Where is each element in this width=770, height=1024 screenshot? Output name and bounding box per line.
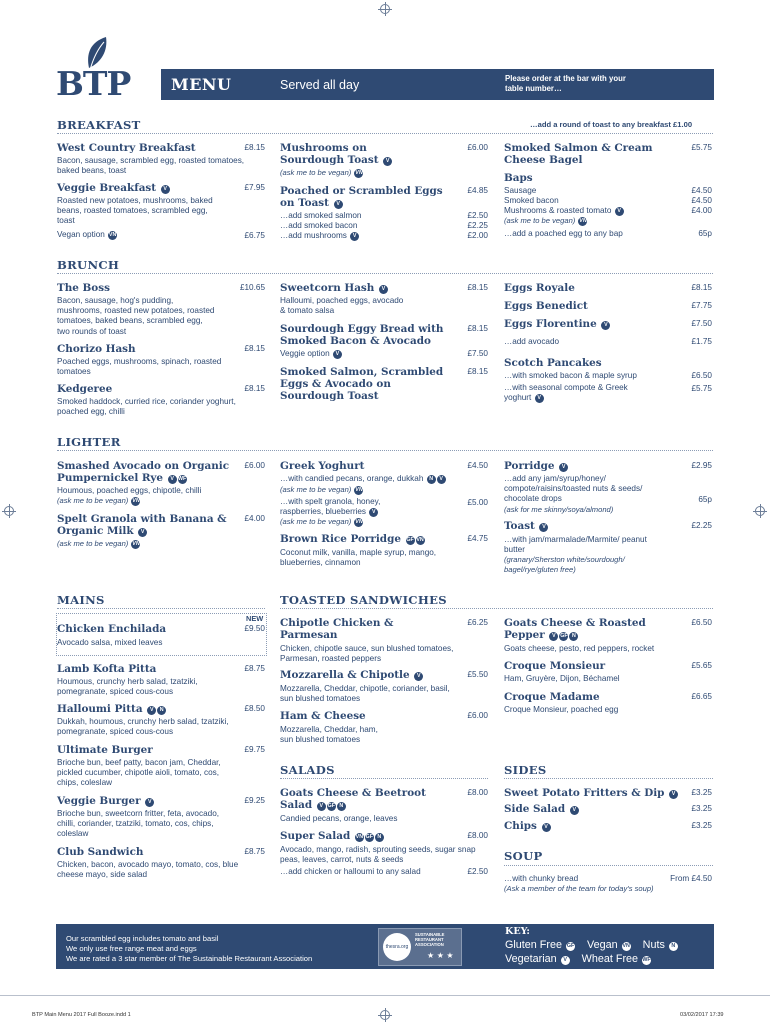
item-price: £8.15 [467, 283, 488, 292]
brunch-heading: BRUNCH [57, 258, 120, 272]
item-name: Ham & Cheese [280, 710, 366, 722]
logo-wordmark: BTP [56, 64, 131, 103]
item-description: Ham, Gruyère, Dijon, Béchamel [504, 674, 620, 683]
item-price: £4.50 [691, 196, 712, 205]
item-price: £4.50 [691, 186, 712, 195]
item-price: £6.65 [691, 692, 712, 701]
nuts-badge-icon: N [427, 475, 436, 484]
vegan-badge-icon: VN [355, 170, 363, 176]
item-description: Smoked haddock, curried rice, coriander yoghurt, poached egg, chilli [57, 397, 236, 417]
item-price: £8.75 [244, 847, 265, 856]
item-price: £8.15 [467, 324, 488, 333]
item-price: £8.15 [244, 143, 265, 152]
item-option: Vegan option VN [57, 230, 117, 239]
vegan-note: (ask me to be vegan) VN [280, 168, 363, 177]
soup-heading: SOUP [504, 849, 543, 863]
item-name: Club Sandwich [57, 846, 144, 858]
nuts-badge-icon: N [375, 833, 384, 842]
vegetarian-badge-icon: V [561, 956, 570, 965]
footer-line: We only use free range meat and eggs [66, 944, 197, 953]
item-description: Dukkah, houmous, crunchy herb salad, tzatziki, pomegranate, spiced cous-cous [57, 717, 229, 737]
nuts-badge-icon: N [669, 942, 678, 951]
section-divider [57, 133, 713, 134]
item-description: Mozzarella, Cheddar, chipotle, coriander, basil, sun blushed tomatoes [280, 684, 450, 704]
item-name: Poached or Scrambled Eggs on Toast V [280, 185, 443, 209]
item-price: £7.95 [244, 183, 265, 192]
item-name: Porridge V [504, 460, 568, 472]
vegetarian-badge-icon: V [559, 463, 568, 472]
vegetarian-badge-icon: V [147, 706, 156, 715]
section-divider [57, 608, 265, 609]
vegan-badge-icon: VN [132, 541, 140, 547]
item-price: £5.00 [467, 498, 488, 507]
vegan-badge-icon: VN [108, 232, 117, 238]
item-price: £2.95 [691, 461, 712, 470]
item-addon: …add avocado [504, 337, 560, 346]
item-name: Chicken Enchilada [57, 623, 167, 635]
milk-note: (ask for me skinny/soya/almond) [504, 505, 614, 514]
item-description: Bacon, sausage, scrambled egg, roasted tomatoes, baked beans, toast [57, 156, 245, 176]
wheat-free-badge-icon: WF [178, 476, 187, 482]
item-name: Ultimate Burger [57, 744, 153, 756]
registration-mark-icon [755, 506, 765, 516]
item-description: Bacon, sausage, hog's pudding, mushrooms, roasted new potatoes, roasted tomatoes, baked beans, scrambled egg, two rounds of toast [57, 296, 215, 336]
key-label: Gluten Free [505, 939, 563, 951]
item-price: £3.25 [691, 821, 712, 830]
soup-note: (Ask a member of the team for today's soup) [504, 884, 654, 893]
item-name: Eggs Florentine V [504, 318, 610, 330]
item-price: £9.50 [244, 624, 265, 633]
vegetarian-badge-icon: V [350, 232, 359, 241]
item-addon: …with spelt granola, honey, raspberries, blueberries V [280, 497, 381, 517]
item-name: Croque Monsieur [504, 660, 606, 672]
vegan-badge-icon: VN [579, 218, 587, 224]
item-name: Sweetcorn Hash V [280, 282, 388, 294]
item-price: 65p [698, 495, 712, 504]
item-price: £2.00 [467, 231, 488, 240]
item-description: Avocado, mango, radish, sprouting seeds, sugar snap peas, leaves, carrot, nuts & seeds [280, 845, 476, 865]
vegetarian-badge-icon: V [615, 207, 624, 216]
item-price: £8.15 [244, 384, 265, 393]
item-description: Chicken, chipotle sauce, sun blushed tomatoes, Parmesan, roasted peppers [280, 644, 454, 664]
item-price: £1.75 [691, 337, 712, 346]
order-note: Please order at the bar with your table number… [505, 74, 626, 93]
item-price: From £4.50 [670, 874, 712, 883]
vegan-badge-icon: VN [355, 487, 363, 493]
print-file-name: BTP Main Menu 2017 Full Booze.indd 1 [32, 1012, 131, 1018]
vegetarian-badge-icon: V [437, 475, 446, 484]
vegetarian-badge-icon: V [369, 508, 378, 517]
item-description: Brioche bun, beef patty, bacon jam, Cheddar, pickled cucumber, chipotle aioli, tomato, cos, chips, coleslaw [57, 758, 221, 788]
mains-heading: MAINS [57, 593, 105, 607]
sra-logo: thesra.org [383, 933, 411, 961]
item-price: £2.50 [467, 211, 488, 220]
item-description: Goats cheese, pesto, red peppers, rocket [504, 644, 655, 653]
registration-mark-icon [4, 506, 14, 516]
item-description: Brioche bun, sweetcorn fritter, feta, avocado, chilli, coriander, tzatziki, tomato, cos, chips, coleslaw [57, 809, 220, 839]
key-row [505, 953, 651, 965]
item-price: £2.50 [467, 867, 488, 876]
item-name: Smoked Salmon & Cream Cheese Bagel [504, 142, 653, 166]
item-name: Sweet Potato Fritters & Dip V [504, 787, 678, 799]
item-price: £3.25 [691, 788, 712, 797]
item-addon: Smoked bacon [504, 196, 559, 205]
sra-stars: ★ ★ ★ [427, 951, 454, 960]
nuts-badge-icon: N [569, 632, 578, 641]
vegetarian-badge-icon: V [333, 350, 342, 359]
item-description: Avocado salsa, mixed leaves [57, 638, 163, 647]
item-name: West Country Breakfast [57, 142, 196, 154]
item-price: £4.00 [691, 206, 712, 215]
new-label: NEW [246, 614, 264, 623]
item-addon: …add chicken or halloumi to any salad [280, 867, 421, 876]
vegan-badge-icon: VN [622, 943, 630, 949]
vegetarian-badge-icon: V [535, 394, 544, 403]
item-price: £5.75 [691, 143, 712, 152]
print-date: 03/02/2017 17:39 [680, 1012, 724, 1018]
item-name: Halloumi Pitta V N [57, 703, 166, 715]
item-price: £5.65 [691, 661, 712, 670]
section-divider [57, 450, 713, 451]
vegetarian-badge-icon: V [549, 632, 558, 641]
sra-text: SUSTAINABLE RESTAURANT ASSOCIATION [415, 932, 445, 947]
item-description: Poached eggs, mushrooms, spinach, roasted tomatoes [57, 357, 222, 377]
wheat-free-badge-icon: WF [642, 957, 651, 963]
gluten-free-badge-icon: GF [560, 633, 568, 639]
item-price: £8.15 [244, 344, 265, 353]
item-price: £4.75 [467, 534, 488, 543]
vegetarian-badge-icon: V [539, 523, 548, 532]
item-price: £8.15 [467, 367, 488, 376]
served-all-day: Served all day [280, 78, 360, 92]
item-price: £8.00 [467, 788, 488, 797]
item-addon: …add smoked bacon [280, 221, 358, 230]
item-price: £10.65 [239, 283, 265, 292]
item-name: The Boss [57, 282, 110, 294]
toast-note: …add a round of toast to any breakfast £1.00 [530, 120, 693, 129]
item-addon: …with seasonal compote & Greek yoghurt V [504, 383, 628, 403]
item-price: £3.25 [691, 804, 712, 813]
item-price: £5.75 [691, 384, 712, 393]
item-addon: …with chunky bread [504, 874, 579, 883]
item-price: £5.50 [467, 670, 488, 679]
item-price: £7.50 [467, 349, 488, 358]
item-name: Veggie Breakfast V [57, 182, 170, 194]
item-option: Veggie option V [280, 349, 342, 359]
item-name: Sourdough Eggy Bread with Smoked Bacon & Avocado [280, 323, 444, 347]
item-name: Goats Cheese & Roasted Pepper V GF N [504, 617, 646, 641]
item-description: Croque Monsieur, poached egg [504, 705, 619, 714]
item-addon: …with jam/marmalade/Marmite/ peanut butter [504, 535, 647, 555]
item-price: £2.25 [467, 221, 488, 230]
section-divider [57, 273, 713, 274]
item-price: £9.75 [244, 745, 265, 754]
baps-heading: Baps [504, 172, 533, 184]
item-price: £7.75 [691, 301, 712, 310]
item-name: Brown Rice Porridge GF VN [280, 533, 424, 545]
item-addon: …add mushrooms V [280, 231, 359, 241]
vegetarian-badge-icon: V [379, 285, 388, 294]
item-addon: …with candied pecans, orange, dukkah N V [280, 474, 446, 484]
item-name: Spelt Granola with Banana & Organic Milk V [57, 513, 227, 537]
item-name: Lamb Kofta Pitta [57, 663, 157, 675]
item-addon: …add smoked salmon [280, 211, 362, 220]
breakfast-heading: BREAKFAST [57, 118, 141, 132]
key-row [505, 939, 678, 951]
sides-heading: SIDES [504, 763, 547, 777]
item-name: Greek Yoghurt [280, 460, 365, 472]
item-price: £8.00 [467, 831, 488, 840]
vegetarian-badge-icon: V [168, 475, 177, 484]
item-name: Chorizo Hash [57, 343, 136, 355]
key-label: Nuts [642, 939, 665, 951]
gluten-free-badge-icon: GF [406, 537, 414, 543]
item-description: Roasted new potatoes, mushrooms, baked beans, roasted tomatoes, scrambled egg, toast [57, 196, 213, 226]
toasted-heading: TOASTED SANDWICHES [280, 593, 447, 607]
vegetarian-badge-icon: V [138, 528, 147, 537]
section-divider [280, 608, 713, 609]
item-addon: …add a poached egg to any bap [504, 229, 623, 238]
item-price: £4.85 [467, 186, 488, 195]
item-addon: Sausage [504, 186, 537, 195]
vegetarian-badge-icon: V [669, 790, 678, 799]
gluten-free-badge-icon: GF [327, 803, 335, 809]
item-name: Kedgeree [57, 383, 113, 395]
footer-line: Our scrambled egg includes tomato and basil [66, 934, 219, 943]
item-description: Houmous, poached eggs, chipotle, chilli [57, 486, 202, 495]
nuts-badge-icon: N [337, 802, 346, 811]
item-name: Croque Madame [504, 691, 600, 703]
vegan-badge-icon: VN [132, 498, 140, 504]
item-name: Scotch Pancakes [504, 357, 602, 369]
item-addon: …add any jam/syrup/honey/ compote/raisins/toasted nuts & seeds/ chocolate drops [504, 474, 643, 504]
item-price: £6.50 [691, 371, 712, 380]
section-divider [280, 778, 488, 779]
slug-rule [0, 995, 770, 996]
vegan-badge-icon: VN [355, 834, 364, 840]
vegan-note: (ask me to be vegan) VN [504, 216, 587, 225]
item-name: Chipotle Chicken & Parmesan [280, 617, 394, 641]
vegetarian-badge-icon: V [570, 806, 579, 815]
vegan-note: (ask me to be vegan) VN [57, 496, 140, 505]
key-label: Wheat Free [581, 953, 639, 965]
item-name: Smashed Avocado on Organic Pumpernickel Rye V WF [57, 460, 230, 484]
vegetarian-badge-icon: V [161, 185, 170, 194]
item-description: Coconut milk, vanilla, maple syrup, mango, blueberries, cinnamon [280, 548, 437, 568]
section-divider [504, 865, 713, 866]
item-name: Eggs Benedict [504, 300, 588, 312]
item-name: Veggie Burger V [57, 795, 154, 807]
vegetarian-badge-icon: V [334, 200, 343, 209]
key-label: Vegetarian [505, 953, 557, 965]
item-addon: …with smoked bacon & maple syrup [504, 371, 637, 380]
lighter-heading: LIGHTER [57, 435, 121, 449]
vegan-badge-icon: VN [355, 519, 363, 525]
item-description: Candied pecans, orange, leaves [280, 814, 398, 823]
item-description: Houmous, crunchy herb salad, tzatziki, pomegranate, spiced cous-cous [57, 677, 198, 697]
item-price: £6.00 [467, 143, 488, 152]
vegetarian-badge-icon: V [383, 157, 392, 166]
vegan-note: (ask me to be vegan) VN [57, 539, 140, 548]
vegetarian-badge-icon: V [601, 321, 610, 330]
vegan-badge-icon: VN [416, 537, 424, 543]
gluten-free-badge-icon: GF [566, 943, 575, 949]
item-price: £8.75 [244, 664, 265, 673]
item-price: £6.75 [244, 231, 265, 240]
item-description: Mozzarella, Cheddar, ham, sun blushed tomatoes [280, 725, 378, 745]
footer-line: We are rated a 3 star member of The Sustainable Restaurant Association [66, 954, 313, 963]
sra-badge [378, 928, 462, 966]
item-price: £4.50 [467, 461, 488, 470]
key-title: KEY: [505, 926, 530, 937]
item-price: £6.25 [467, 618, 488, 627]
item-price: £7.50 [691, 319, 712, 328]
salads-heading: SALADS [280, 763, 335, 777]
bread-options-note: (granary/Sherston white/sourdough/ bagel/rye/gluten free) [504, 555, 625, 574]
item-name: Eggs Royale [504, 282, 575, 294]
item-price: £6.00 [244, 461, 265, 470]
item-price: £2.25 [691, 521, 712, 530]
vegan-note: (ask me to be vegan) VN [280, 485, 363, 494]
item-name: Mozzarella & Chipotle V [280, 669, 423, 681]
item-price: £9.25 [244, 796, 265, 805]
item-name: Smoked Salmon, Scrambled Eggs & Avocado on Sourdough Toast [280, 366, 444, 402]
item-price: £6.50 [691, 618, 712, 627]
nuts-badge-icon: N [157, 706, 166, 715]
gluten-free-badge-icon: GF [365, 834, 374, 840]
registration-mark-icon [380, 1010, 390, 1020]
key-label: Vegan [587, 939, 618, 951]
item-name: Super Salad VN GF N [280, 830, 384, 842]
item-price: £8.15 [691, 283, 712, 292]
vegetarian-badge-icon: V [317, 802, 326, 811]
item-description: Chicken, bacon, avocado mayo, tomato, cos, blue cheese mayo, side salad [57, 860, 239, 880]
footer-notes [66, 934, 312, 964]
item-price: £4.00 [244, 514, 265, 523]
vegan-note: (ask me to be vegan) VN [280, 517, 363, 526]
item-price: £8.50 [244, 704, 265, 713]
item-addon: Mushrooms & roasted tomato V [504, 206, 624, 216]
vegetarian-badge-icon: V [145, 798, 154, 807]
item-name: Mushrooms on Sourdough Toast V [280, 142, 430, 166]
item-price: 65p [698, 229, 712, 238]
item-name: Toast V [504, 520, 548, 532]
item-name: Chips V [504, 820, 551, 832]
item-price: £6.00 [467, 711, 488, 720]
vegetarian-badge-icon: V [542, 823, 551, 832]
item-name: Goats Cheese & Beetroot Salad V GF N [280, 787, 426, 811]
section-divider [504, 778, 713, 779]
item-description: Halloumi, poached eggs, avocado & tomato salsa [280, 296, 404, 316]
menu-title: MENU [171, 75, 232, 94]
item-name: Side Salad V [504, 803, 579, 815]
registration-mark-icon [380, 4, 390, 14]
vegetarian-badge-icon: V [414, 672, 423, 681]
